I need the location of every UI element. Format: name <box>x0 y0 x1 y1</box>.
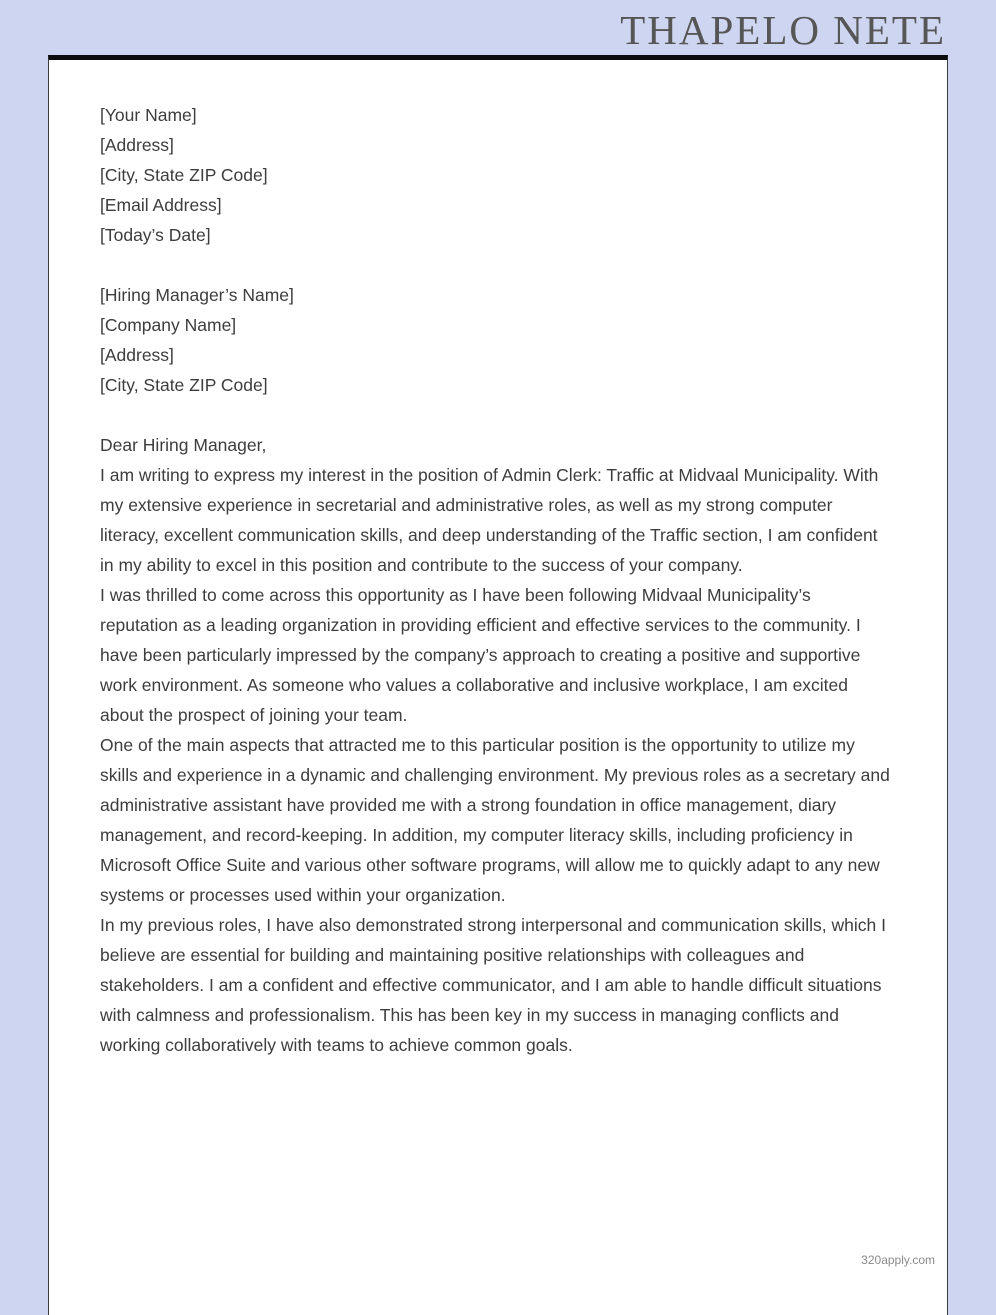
recipient-name-line: [Hiring Manager’s Name] <box>100 285 294 305</box>
paragraph-communication: In my previous roles, I have also demonstrated strong interpersonal and communication skills, which I believe are essential for building and maintaining positive relationships with colleagues and stakeholders. I am a confident and effective communicator, and I am able to handle difficult situations with calmness and professionalism. This has been key in my success in managing conflicts and working collaboratively with teams to achieve common goals. <box>100 915 886 1055</box>
sender-block <box>100 100 891 250</box>
recipient-city-line: [City, State ZIP Code] <box>100 375 268 395</box>
salutation: Dear Hiring Manager, <box>100 435 267 455</box>
salutation-block <box>100 430 891 460</box>
sender-address-line: [Address] <box>100 135 174 155</box>
recipient-block <box>100 280 891 400</box>
letter-page <box>48 55 948 1315</box>
recipient-address-line: [Address] <box>100 345 174 365</box>
paragraph-skills: One of the main aspects that attracted me to this particular position is the opportunity to utilize my skills and experience in a dynamic and challenging environment. My previous roles as a secretary and administrative assistant have provided me with a strong foundation in office management, diary management, and record-keeping. In addition, my computer literacy skills, including proficiency in Microsoft Office Suite and various other software programs, will allow me to quickly adapt to any new systems or processes used within your organization. <box>100 735 890 905</box>
recipient-company-line: [Company Name] <box>100 315 237 335</box>
watermark: 320apply.com <box>861 1253 935 1267</box>
sender-email-line: [Email Address] <box>100 195 222 215</box>
sender-name-line: [Your Name] <box>100 105 197 125</box>
letter-body <box>49 60 947 1060</box>
sender-city-line: [City, State ZIP Code] <box>100 165 268 185</box>
paragraph-intro: I am writing to express my interest in the position of Admin Clerk: Traffic at Midvaal Municipality. With my extensive experience in secretarial and administrative roles, as well as my strong computer literacy, excellent communication skills, and deep understanding of the Traffic section, I am confident in my ability to excel in this position and contribute to the success of your company. <box>100 465 879 575</box>
sender-date-line: [Today’s Date] <box>100 225 211 245</box>
paragraph-company-interest: I was thrilled to come across this opportunity as I have been following Midvaal Municipality’s reputation as a leading organization in providing efficient and effective services to the community. I have been particularly impressed by the company’s approach to creating a positive and supportive work environment. As someone who values a collaborative and inclusive workplace, I am excited about the prospect of joining your team. <box>100 585 861 725</box>
author-name: THAPELO NETE <box>620 7 946 53</box>
